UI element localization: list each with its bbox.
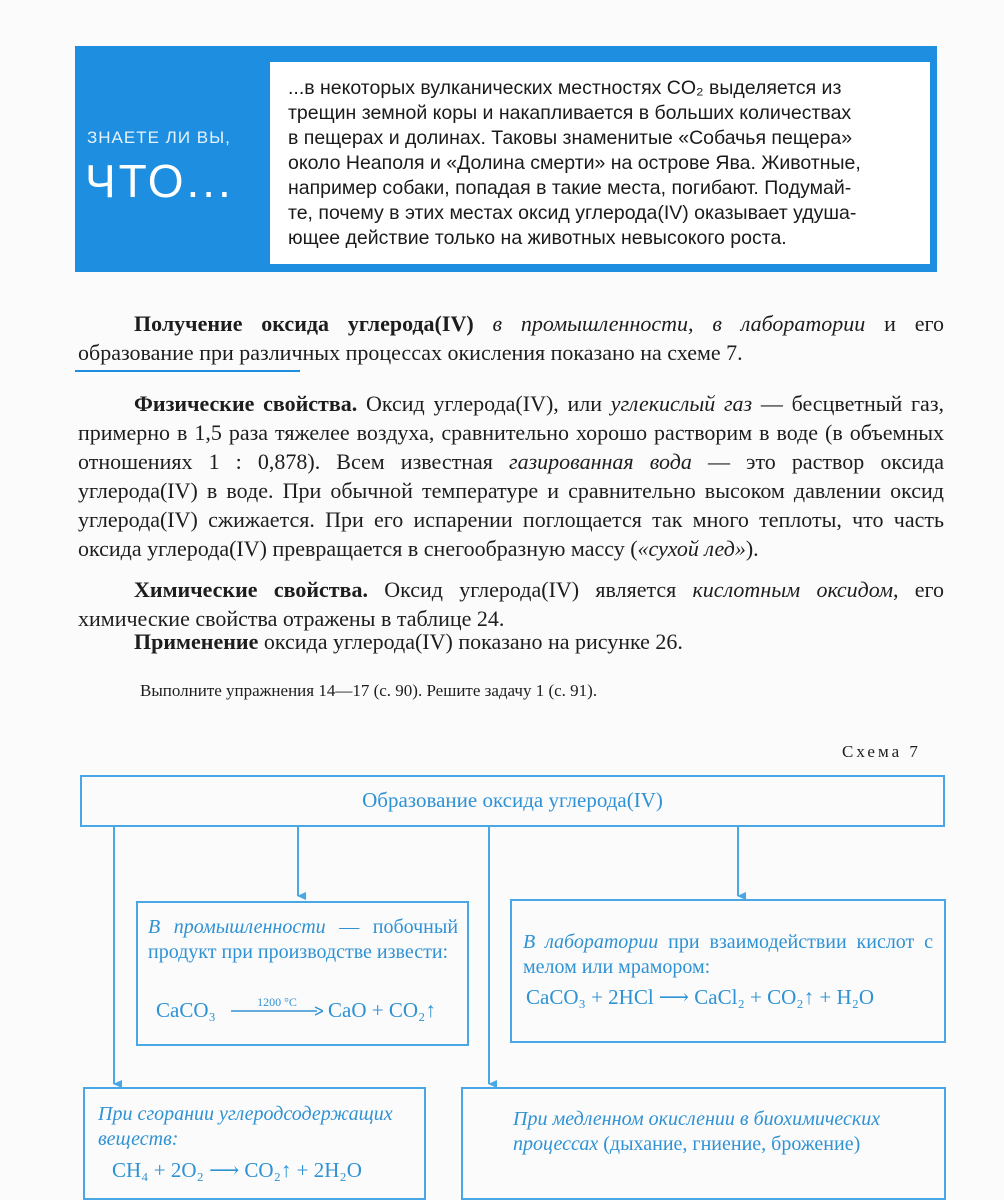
chemical-text: , его химические свойства отражены в таблице 24. [78, 577, 945, 631]
term-dry-ice: «сухой лед» [637, 536, 746, 561]
scheme-top-title: Образование оксида углерода(IV) [362, 788, 663, 812]
industry-condition: 1200 °C [257, 995, 297, 1009]
industry-heading: В промышленности [148, 916, 326, 938]
chemical-text: Оксид углерода(IV) является [384, 577, 677, 602]
oxidation-text [513, 1107, 933, 1157]
term-carbonated-water: газированная вода [509, 449, 692, 474]
did-you-know-line: ...в некоторых вулканических местностях CO₂ выделяется из [288, 77, 842, 99]
exercises-note: Выполните упражнения 14—17 (с. 90). Решите задачу 1 (с. 91). [140, 681, 598, 700]
physical-properties-heading: Физические свойства. [134, 391, 358, 416]
industry-box [136, 901, 469, 1046]
physical-text: — бесцветный газ, примерно в 1,5 раза тяжелее воздуха, сравнительно хорошо растворим в воде (в объемных отношениях 1 : 0,878). Всем известная [78, 391, 945, 474]
did-you-know-line: в пещерах и долинах. Таковы знаменитые «Собачья пещера» [288, 127, 853, 149]
oxidation-heading: При медленном окислении в биохимических процессах [513, 1108, 881, 1155]
physical-text: — это раствор оксида углерода(IV) в воде. При обычной температуре и сравнительно высоком давлении оксид углерода(IV) сжижается. При его испарении поглощается так много теплоты, что часть оксида углерода(IV) превращается в снегообразную массу ( [78, 449, 945, 561]
laboratory-box [510, 899, 946, 1043]
production-heading: Получение оксида углерода(IV) [134, 311, 474, 336]
combustion-text [98, 1102, 416, 1152]
industry-formula-left: CaCO₃ [156, 998, 216, 1022]
application-heading: Применение [134, 629, 259, 654]
laboratory-formula: CaCO₃ + 2HCl ⟶ CaCl₂ + CO₂↑ + H₂O [526, 985, 875, 1009]
combustion-formula: CH₄ + 2O₂ ⟶ CO₂↑ + 2H₂O [112, 1158, 362, 1182]
oxidation-description: (дыхание, гниение, брожение) [603, 1133, 861, 1155]
industry-description: — побочный продукт при производстве извести: [148, 916, 459, 963]
laboratory-text [523, 930, 933, 980]
industry-reaction-arrow [231, 1003, 323, 1017]
combustion-heading: При сгорании углеродсодержащих веществ: [98, 1103, 393, 1150]
term-carbon-dioxide: углекислый газ [610, 391, 753, 416]
did-you-know-line: трещин земной коры и накапливается в больших количествах [288, 102, 852, 124]
combustion-box [83, 1087, 426, 1200]
laboratory-heading: В лаборатории [523, 931, 659, 953]
did-you-know-heading-large: ЧТО... [85, 155, 234, 207]
industry-text [148, 915, 458, 965]
oxidation-box [461, 1087, 946, 1200]
scheme-label: Схема 7 [842, 742, 921, 761]
physical-text: Оксид углерода(IV), или [365, 391, 603, 416]
did-you-know-line: например собаки, попадая в такие места, погибают. Подумай- [288, 177, 852, 199]
production-italic: в промышленности, в лаборатории [492, 311, 866, 336]
laboratory-description: при взаимодействии кислот с мелом или мрамором: [523, 931, 934, 978]
did-you-know-heading: ЗНАЕТЕ ЛИ ВЫ, [87, 128, 231, 147]
scheme-top-box [80, 775, 945, 827]
term-acidic-oxide: кислотным оксидом [692, 577, 893, 602]
production-text: и его образование при различных процессах окисления показано на схеме 7. [78, 311, 945, 365]
industry-formula-right: CaO + CO₂↑ [328, 998, 436, 1022]
application-text: оксида углерода(IV) показано на рисунке 26. [263, 629, 683, 654]
physical-text: ). [745, 536, 759, 561]
did-you-know-line: те, почему в этих местах оксид углерода(IV) оказывает удуша- [288, 202, 857, 224]
chemical-properties-heading: Химические свойства. [134, 577, 368, 602]
did-you-know-line: ющее действие только на животных невысокого роста. [288, 227, 787, 249]
did-you-know-line: около Неаполя и «Долина смерти» на острове Ява. Животные, [288, 152, 861, 174]
